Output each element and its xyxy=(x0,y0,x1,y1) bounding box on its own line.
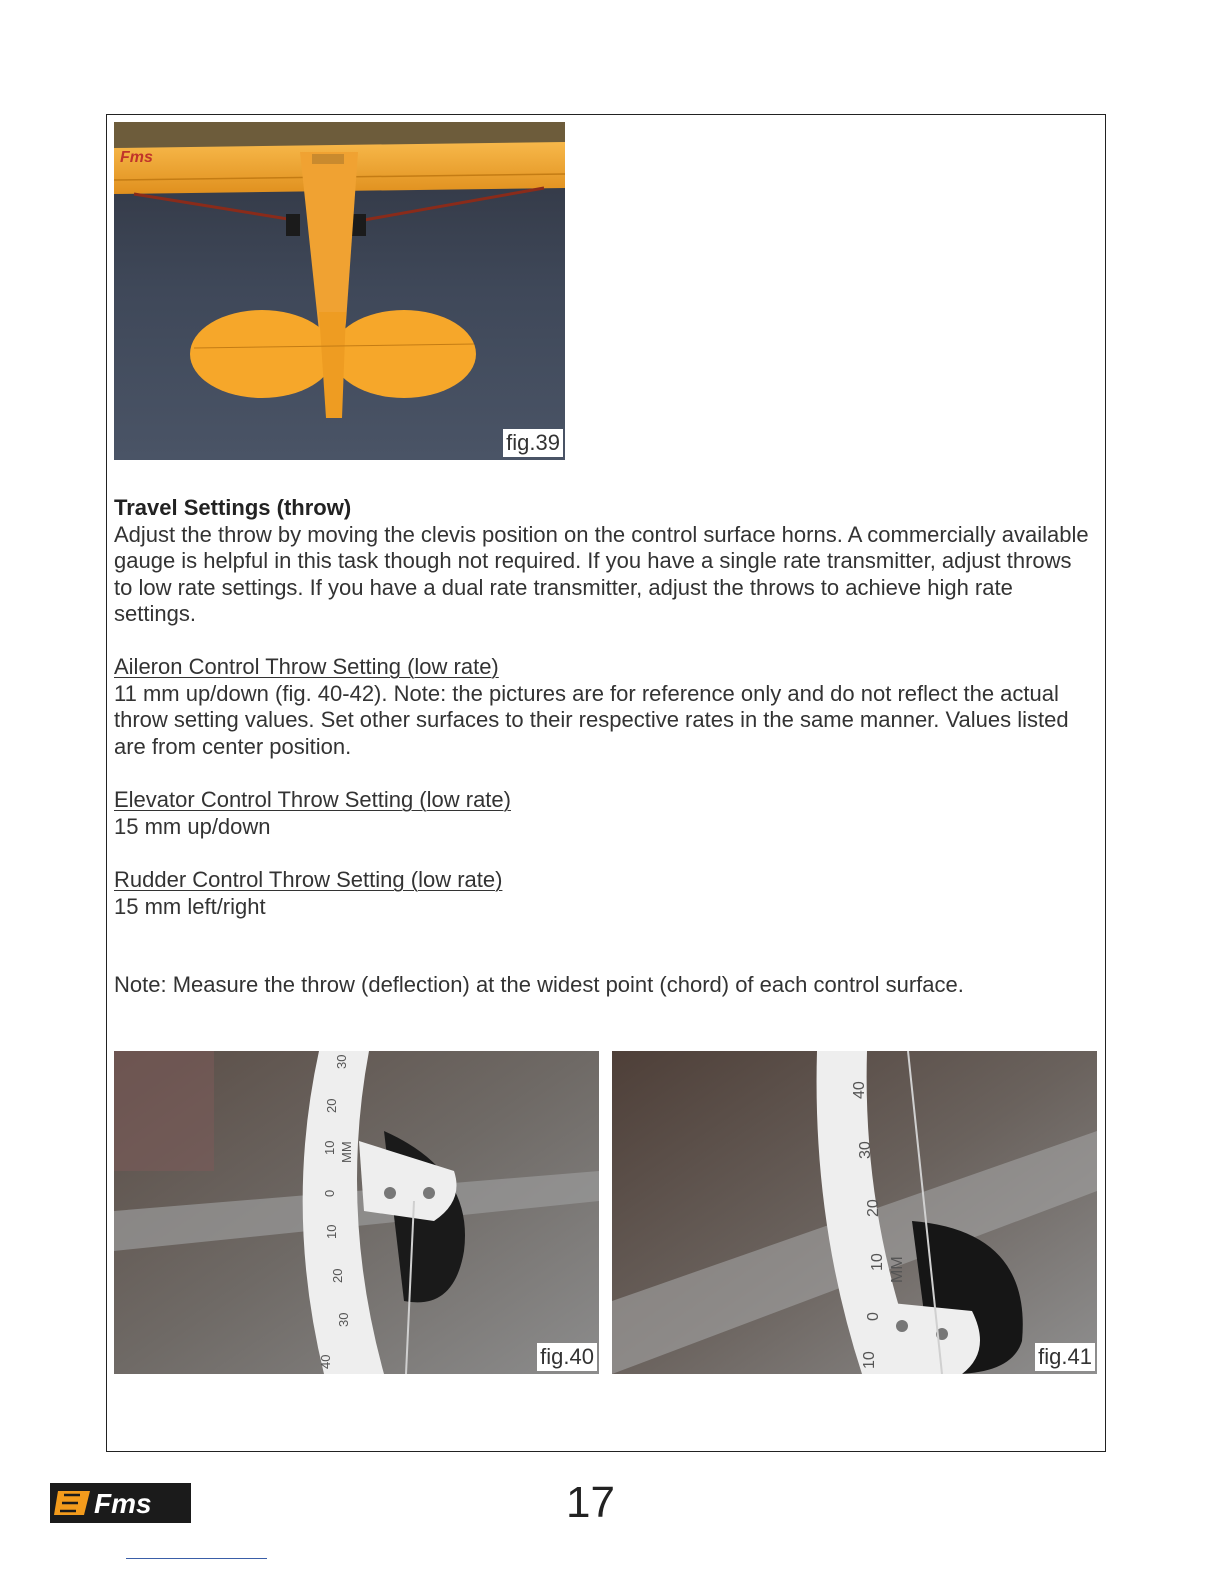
figure-39-label: fig.39 xyxy=(503,429,563,457)
travel-settings-section xyxy=(114,495,1094,628)
aileron-section xyxy=(114,654,1094,760)
gauge-tick: 20 xyxy=(330,1268,345,1283)
aileron-title: Aileron Control Throw Setting (low rate) xyxy=(114,654,499,679)
gauge-tick: 10 xyxy=(869,1253,886,1271)
elevator-section xyxy=(114,787,1094,840)
footer-rule xyxy=(126,1558,267,1559)
gauge-tick: 0 xyxy=(322,1189,337,1197)
gauge-tick: 40 xyxy=(318,1354,333,1369)
fms-logo xyxy=(50,1483,191,1523)
figure-41-label: fig.41 xyxy=(1035,1343,1095,1371)
gauge-tick: 30 xyxy=(336,1312,351,1327)
plane-brand-decal: Fms xyxy=(120,149,153,166)
page-number: 17 xyxy=(566,1478,615,1527)
note-text: Note: Measure the throw (deflection) at the widest point (chord) of each control surface. xyxy=(114,972,964,997)
gauge-tick: 10 xyxy=(324,1224,339,1239)
rudder-body: 15 mm left/right xyxy=(114,893,266,919)
figure-40-photo xyxy=(114,1051,599,1374)
travel-settings-body: Adjust the throw by moving the clevis position on the control surface horns. A commercially available gauge is helpful in this task though not required. If you have a single rate transmitter, adjust throws to low rate settings. If you have a dual rate transmitter, adjust the throws to achieve high rate settings. xyxy=(114,521,1089,626)
figure-39-photo xyxy=(114,122,565,460)
rudder-title: Rudder Control Throw Setting (low rate) xyxy=(114,867,503,892)
rudder-section xyxy=(114,867,1094,920)
travel-settings-heading: Travel Settings (throw) xyxy=(114,495,352,520)
gauge-tick: 40 xyxy=(851,1081,868,1099)
figure-40-label: fig.40 xyxy=(537,1343,597,1371)
gauge-tick: 30 xyxy=(857,1141,874,1159)
figure-41-photo xyxy=(612,1051,1097,1374)
elevator-title: Elevator Control Throw Setting (low rate) xyxy=(114,787,511,812)
gauge-tick: 20 xyxy=(324,1098,339,1113)
gauge-tick: 10 xyxy=(322,1140,337,1155)
fms-logo-text: Fms xyxy=(94,1488,152,1519)
gauge-unit: MM xyxy=(889,1256,906,1283)
gauge-tick: 30 xyxy=(334,1054,349,1069)
gauge-tick: 0 xyxy=(865,1312,882,1321)
aileron-body: 11 mm up/down (fig. 40-42). Note: the pictures are for reference only and do not reflect the actual throw setting values. Set other surfaces to their respective rates in the same manner. Values listed are from center position. xyxy=(114,680,1069,759)
elevator-body: 15 mm up/down xyxy=(114,813,271,839)
gauge-tick: 20 xyxy=(865,1199,882,1217)
gauge-unit: MM xyxy=(339,1141,354,1163)
gauge-tick: 10 xyxy=(861,1351,878,1369)
